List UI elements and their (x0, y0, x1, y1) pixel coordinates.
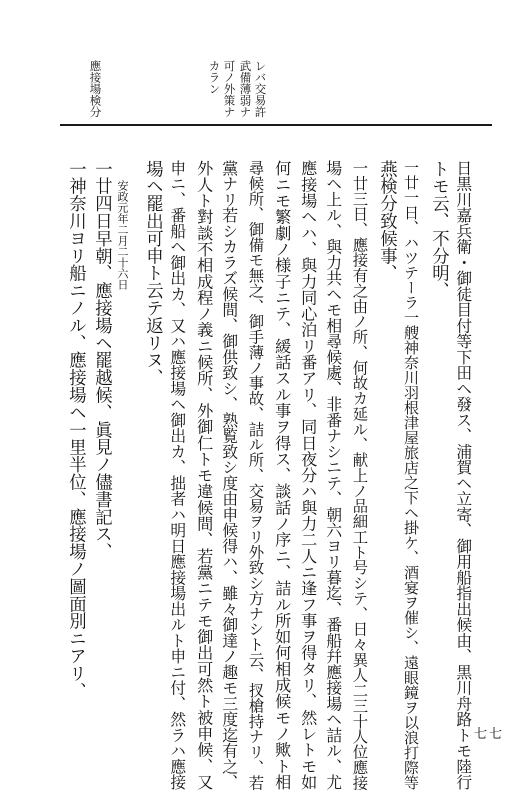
text-line: 外人ト對談不相成程ノ義ニ候所、外御仁トモ違候間、若黨ニテモ御出可然ト被申候、又 (194, 160, 214, 790)
text-line: 應接場ヘハ、與力同心泊リ番アリ、同日夜分ハ與力二人ニ逢フ事ヲ得タリ、然レトモ如 (298, 160, 318, 790)
document-date: 安政元年二月二十六日 (116, 180, 129, 290)
annotation-line: 可ノ外策ナ (222, 60, 237, 118)
text-line: 一廿一日、ハツテーラ一艘神奈川羽根津屋旅店之下ヘ掛ケ、酒宴ヲ催シ、遠眼鏡ヲ以浪打際等 (402, 160, 420, 790)
text-line: 申ニ、番船ヘ御出カ、又ハ應接場ヘ御出カ、拙者ハ明日應接場出ルト申ニ付、然ラハ應接 (167, 160, 187, 790)
page-number: 七七 (474, 727, 505, 742)
text-line: 何ニモ繁劇ノ様子ニテ、緩話スル事ヲ得ス、談話ノ序ニ、詰ル所如何相成候モノ歟ト相 (272, 160, 292, 790)
text-line: 一廿三日、應接有之由ノ所、何故カ延ル、献上ノ品細工ト号シテ、日々異人二三十人位應接 (350, 160, 369, 791)
text-line: 場ヘ罷出可申ト云テ返リヌ、 (142, 160, 163, 387)
section-heading: 應接場検分 (88, 60, 103, 118)
text-line: 一神奈川ヨリ船ニノル、應接場ヘ一里半位、應接場ノ圖面別ニアリ、 (65, 160, 86, 700)
annotation-line: レバ交易許 (253, 60, 268, 118)
text-line: 日黒川嘉兵衛・御徒目付等下田ヘ發ス、浦賀ヘ立寄、御用船指出候由、黒川舟路トモ陸行 (453, 160, 473, 790)
header-rule (60, 124, 492, 126)
text-line: 場ヘ上ル、與力共ヘモ相尋候處、非番ナシニテ、朝六ヨリ暮迄、番船幷應接場ヘ詰ル、尤 (323, 160, 343, 790)
text-line: 一廿四日早朝、應接場ヘ罷越候、眞見ノ儘書記ス、 (91, 160, 112, 561)
annotation-line: 武備薄弱ナ (238, 60, 253, 118)
text-line: トモ云、不分明、 (428, 160, 449, 300)
text-line: 黨ナリ若シカラズ候間、御供致シ、熟覧致シ度由申候得ハ、雖々御達ノ趣モ三度迄有之、 (219, 160, 239, 790)
text-line: 燕検分致候事、 (376, 160, 397, 282)
text-line: 尋候所、御備モ無之、御手薄ノ事故、詰ル所、交易ヲリ外致シ方ナシト云、扠槍持ナリ、若 (246, 160, 265, 791)
annotation-line: カラン (207, 60, 222, 95)
